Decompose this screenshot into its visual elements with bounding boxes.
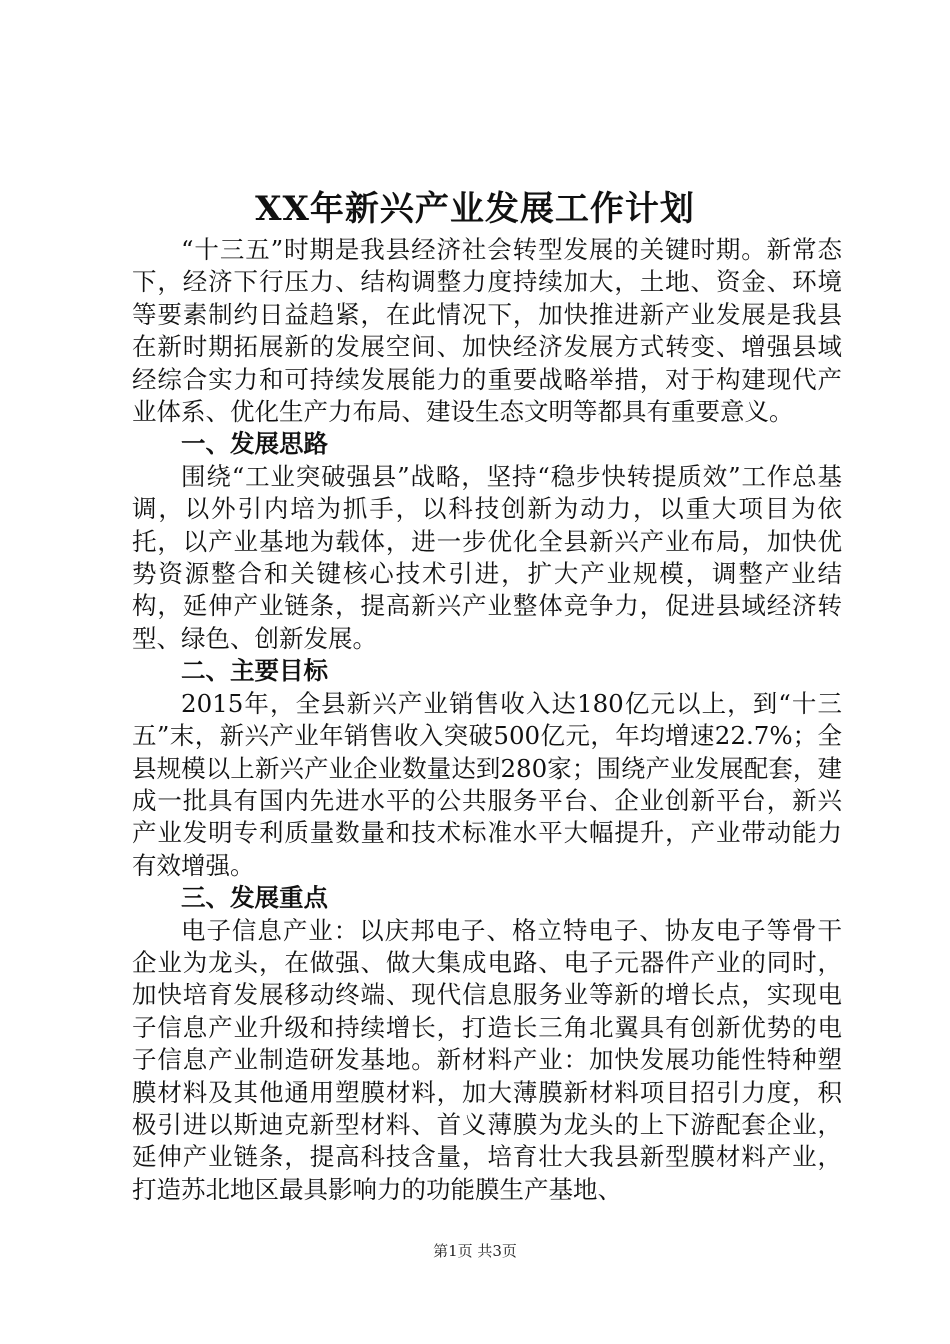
section-paragraph-2: 2015年，全县新兴产业销售收入达180亿元以上，到“十三五”末，新兴产业年销售收入突破500亿元，年均增速22.7%；全县规模以上新兴产业企业数量达到280家；围绕产业发展配套，建成一批具有国内先进水平的公共服务平台、企业创新平台，新兴产业发明专利质量数量和技术标准水平大幅提升，产业带动能力有效增强。 <box>132 688 842 880</box>
section-heading-2: 二、主要目标 <box>181 656 328 686</box>
document-body <box>132 234 842 1206</box>
section-paragraph-1: 围绕“工业突破强县”战略，坚持“稳步快转提质效”工作总基调，以外引内培为抓手，以科技创新为动力，以重大项目为依托，以产业基地为载体，进一步优化全县新兴产业布局，加快优势资源整合和关键核心技术引进，扩大产业规模，调整产业结构，延伸产业链条，提高新兴产业整体竞争力，促进县域经济转型、绿色、创新发展。 <box>132 461 842 653</box>
section-heading-3: 三、发展重点 <box>181 883 328 913</box>
document-title: XX年新兴产业发展工作计划 <box>255 189 695 229</box>
section-heading-1: 一、发展思路 <box>181 429 328 459</box>
page-number-footer: 第1页 共3页 <box>433 1242 517 1260</box>
section-paragraph-3: 电子信息产业：以庆邦电子、格立特电子、协友电子等骨干企业为龙头，在做强、做大集成电路、电子元器件产业的同时，加快培育发展移动终端、现代信息服务业等新的增长点，实现电子信息产业升级和持续增长，打造长三角北翼具有创新优势的电子信息产业制造研发基地。新材料产业：加快发展功能性特种塑膜材料及其他通用塑膜材料，加大薄膜新材料项目招引力度，积极引进以斯迪克新型材料、首义薄膜为龙头的上下游配套企业，延伸产业链条，提高科技含量，培育壮大我县新型膜材料产业，打造苏北地区最具影响力的功能膜生产基地、 <box>132 915 842 1204</box>
intro-paragraph: “十三五”时期是我县经济社会转型发展的关键时期。新常态下，经济下行压力、结构调整力度持续加大，土地、资金、环境等要素制约日益趋紧，在此情况下，加快推进新产业发展是我县在新时期拓展新的发展空间、加快经济发展方式转变、增强县域经综合实力和可持续发展能力的重要战略举措，对于构建现代产业体系、优化生产力布局、建设生态文明等都具有重要意义。 <box>132 235 842 427</box>
